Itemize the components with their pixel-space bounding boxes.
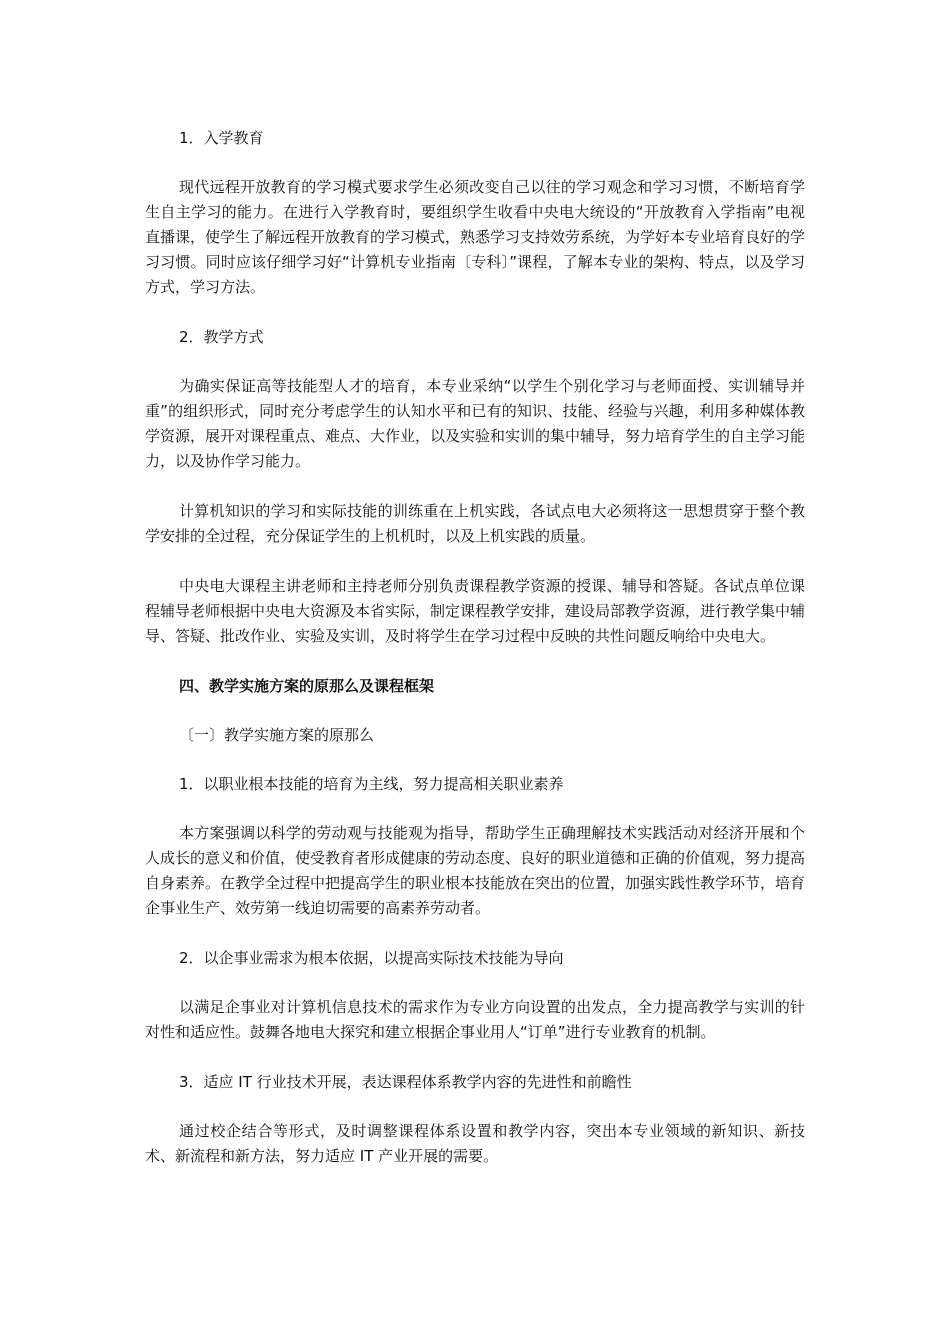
paragraph-entrance-education: 现代远程开放教育的学习模式要求学生必须改变自己以往的学习观念和学习习惯，不断培育学生自主学习的能力。在进行入学教育时，要组织学生收看中央电大统设的“开放教育入学指南”电视直播课，使学生了解远程开放教育的学习模式，熟悉学习支持效劳系统，为学好本专业培育良好的学习习惯。同时应该仔细学习好“计算机专业指南〔专科〕”课程，了解本专业的架构、特点，以及学习方式，学习方法。 <box>145 178 806 296</box>
principle-heading-3: 3．适应 IT 行业技术开展，表达课程体系教学内容的先进性和前瞻性 <box>179 1073 632 1091</box>
section-heading-teaching-method: 2．教学方式 <box>179 328 264 346</box>
document-page <box>145 126 805 1169</box>
paragraph-teacher-roles: 中央电大课程主讲老师和主持老师分别负责课程教学资源的授课、辅导和答疑。各试点单位课程辅导老师根据中央电大资源及本省实际，制定课程教学安排，建设局部教学资源，进行教学集中辅导、答疑、批改作业、实验及实训，及时将学生在学习过程中反映的共性问题反响给中央电大。 <box>145 577 806 645</box>
chapter-heading-principles: 四、教学实施方案的原那么及课程框架 <box>179 677 435 695</box>
paragraph-teaching-method: 为确实保证高等技能型人才的培育，本专业采纳“以学生个别化学习与老师面授、实训辅导并重”的组织形式，同时充分考虑学生的认知水平和已有的知识、技能、经验与兴趣，利用多种媒体教学资源，展开对课程重点、难点、大作业，以及实验和实训的集中辅导，努力培育学生的自主学习能力，以及协作学习能力。 <box>145 377 806 470</box>
paragraph-computer-practice: 计算机知识的学习和实际技能的训练重在上机实践，各试点电大必须将这一思想贯穿于整个教学安排的全过程，充分保证学生的上机机时，以及上机实践的质量。 <box>145 502 805 545</box>
principle-heading-2: 2．以企事业需求为根本依据，以提高实际技术技能为导向 <box>179 949 564 967</box>
section-heading-entrance-education: 1．入学教育 <box>179 129 264 147</box>
paragraph-principle-2: 以满足企事业对计算机信息技术的需求作为专业方向设置的出发点，全力提高教学与实训的针对性和适应性。鼓舞各地电大探究和建立根据企事业用人“订单”进行专业教育的机制。 <box>145 998 805 1041</box>
paragraph-principle-1: 本方案强调以科学的劳动观与技能观为指导，帮助学生正确理解技术实践活动对经济开展和个人成长的意义和价值，使受教育者形成健康的劳动态度、良好的职业道德和正确的价值观，努力提高自身素养。在教学全过程中把提高学生的职业根本技能放在突出的位置，加强实践性教学环节，培育企事业生产、效劳第一线迫切需要的高素养劳动者。 <box>145 824 806 917</box>
paragraph-principle-3: 通过校企结合等形式，及时调整课程体系设置和教学内容，突出本专业领域的新知识、新技术、新流程和新方法，努力适应 IT 产业开展的需要。 <box>145 1122 805 1165</box>
subsection-heading-principles: 〔一〕教学实施方案的原那么 <box>179 726 375 744</box>
principle-heading-1: 1．以职业根本技能的培育为主线，努力提高相关职业素养 <box>179 775 564 793</box>
